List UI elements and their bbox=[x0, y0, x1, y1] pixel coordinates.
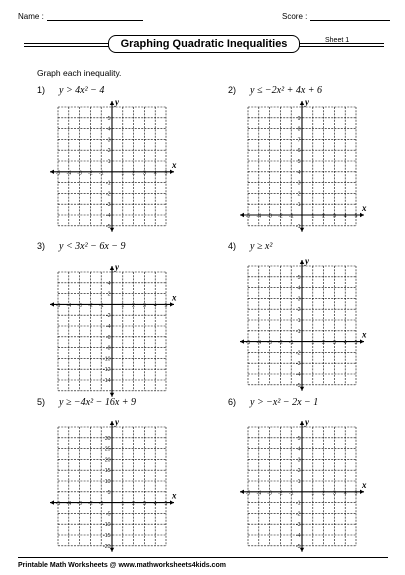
y-tick-label: 3 bbox=[297, 296, 301, 303]
x-tick-label: 2 bbox=[132, 302, 136, 309]
footer bbox=[18, 562, 226, 569]
y-tick-label: 5 bbox=[297, 159, 301, 165]
x-tick-label: 3 bbox=[332, 213, 336, 220]
footer-rule bbox=[18, 557, 388, 558]
y-tick-label: -1 bbox=[105, 180, 111, 187]
y-tick-label: -2 bbox=[105, 191, 111, 198]
problem-5 bbox=[37, 397, 136, 408]
x-tick-label: 4 bbox=[153, 170, 157, 177]
y-axis-label: y bbox=[305, 97, 309, 107]
x-arrow-right bbox=[360, 490, 364, 494]
y-tick-label: -3 bbox=[295, 361, 301, 368]
problem-number: 5) bbox=[37, 397, 46, 407]
problem-number: 6) bbox=[228, 397, 237, 407]
x-tick-label: -2 bbox=[88, 302, 93, 309]
x-axis-label: x bbox=[172, 292, 177, 303]
name-label: Name : bbox=[18, 12, 44, 21]
x-tick-label: 1 bbox=[311, 213, 315, 220]
x-tick-label: -5 bbox=[55, 302, 61, 309]
y-tick-label: 8 bbox=[297, 126, 301, 133]
y-tick-label: 1 bbox=[297, 479, 301, 485]
name-field bbox=[18, 12, 143, 21]
y-tick-label: 5 bbox=[297, 274, 301, 281]
x-arrow-right bbox=[360, 339, 364, 343]
x-tick-label: 1 bbox=[121, 170, 125, 177]
y-tick-label: -12 bbox=[103, 367, 111, 374]
y-tick-label: -1 bbox=[295, 223, 301, 230]
x-tick-label: 4 bbox=[153, 501, 157, 508]
x-tick-label: 1 bbox=[121, 302, 125, 309]
x-tick-label: 2 bbox=[322, 490, 326, 497]
y-tick-label: 3 bbox=[297, 457, 301, 464]
y-tick-label: -15 bbox=[103, 533, 111, 539]
y-tick-label: -10 bbox=[103, 522, 111, 529]
y-tick-label: -1 bbox=[295, 500, 301, 507]
x-tick-label: 4 bbox=[343, 213, 347, 220]
y-tick-label: 3 bbox=[107, 137, 111, 144]
problem-inequality: y < 3x² − 6x − 9 bbox=[59, 241, 126, 252]
footer-left: Printable Math Worksheets @ bbox=[18, 562, 117, 569]
y-tick-label: 4 bbox=[107, 280, 111, 287]
x-tick-label: 4 bbox=[343, 490, 347, 497]
y-tick-label: -4 bbox=[295, 533, 301, 539]
x-tick-label: -1 bbox=[288, 490, 294, 497]
y-tick-label: 25 bbox=[104, 446, 111, 453]
y-tick-label: -6 bbox=[105, 334, 111, 341]
y-tick-label: -3 bbox=[105, 202, 111, 209]
x-tick-label: -5 bbox=[55, 170, 61, 177]
y-tick-label: 2 bbox=[297, 468, 301, 475]
x-tick-label: -3 bbox=[77, 302, 82, 309]
x-axis-label: x bbox=[362, 479, 367, 490]
y-arrow-up bbox=[110, 266, 114, 270]
problem-1 bbox=[37, 85, 104, 96]
x-tick-label: -4 bbox=[256, 213, 262, 220]
x-tick-label: -2 bbox=[88, 170, 93, 177]
x-tick-label: 4 bbox=[153, 302, 157, 309]
y-tick-label: -8 bbox=[105, 345, 111, 352]
problem-2 bbox=[228, 85, 322, 96]
x-tick-label: 2 bbox=[132, 501, 136, 508]
y-tick-label: -5 bbox=[105, 223, 111, 230]
problem-inequality: y ≥ x² bbox=[250, 241, 273, 252]
y-tick-label: 10 bbox=[104, 479, 111, 485]
score-label: Score : bbox=[282, 12, 308, 21]
y-tick-label: 2 bbox=[297, 191, 301, 198]
y-tick-label: 5 bbox=[107, 115, 111, 122]
y-arrow-up bbox=[110, 101, 114, 105]
x-arrow-left bbox=[50, 500, 54, 504]
y-tick-label: 5 bbox=[107, 489, 111, 496]
x-tick-label: 5 bbox=[164, 170, 168, 177]
x-axis-label: x bbox=[362, 329, 367, 340]
x-tick-label: -2 bbox=[88, 501, 93, 508]
x-tick-label: -1 bbox=[98, 501, 104, 508]
x-tick-label: 3 bbox=[142, 302, 146, 309]
y-tick-label: 4 bbox=[297, 169, 301, 176]
x-tick-label: -2 bbox=[278, 213, 283, 220]
y-arrow-up bbox=[300, 421, 304, 425]
x-tick-label: -5 bbox=[245, 213, 251, 220]
problem-number: 2) bbox=[228, 85, 237, 95]
x-tick-label: 4 bbox=[343, 340, 347, 347]
problem-inequality: y > −x² − 2x − 1 bbox=[250, 397, 319, 408]
x-arrow-left bbox=[240, 490, 244, 494]
x-tick-label: -4 bbox=[66, 501, 72, 508]
score-input-line[interactable] bbox=[310, 12, 390, 21]
y-tick-label: 1 bbox=[107, 159, 111, 165]
y-tick-label: 20 bbox=[104, 457, 111, 464]
x-arrow-left bbox=[240, 213, 244, 217]
y-tick-label: 4 bbox=[297, 285, 301, 292]
y-axis-label: y bbox=[115, 417, 119, 427]
x-tick-label: -5 bbox=[245, 340, 251, 347]
footer-url[interactable]: www.mathworksheets4kids.com bbox=[118, 562, 226, 569]
x-tick-label: -1 bbox=[98, 302, 104, 309]
x-tick-label: 1 bbox=[311, 340, 315, 347]
x-arrow-right bbox=[170, 170, 174, 174]
x-tick-label: 5 bbox=[164, 501, 168, 508]
x-tick-label: 5 bbox=[354, 490, 358, 497]
x-tick-label: 2 bbox=[132, 170, 136, 177]
coordinate-grid-5[interactable] bbox=[46, 417, 184, 556]
y-tick-label: -3 bbox=[295, 522, 301, 529]
problem-number: 3) bbox=[37, 241, 46, 251]
y-tick-label: -2 bbox=[105, 313, 111, 320]
worksheet-title-text: Graphing Quadratic Inequalities bbox=[120, 38, 288, 50]
y-axis-label: y bbox=[115, 262, 119, 272]
y-tick-label: -5 bbox=[295, 382, 301, 389]
x-tick-label: -5 bbox=[245, 490, 251, 497]
x-arrow-left bbox=[240, 339, 244, 343]
y-tick-label: -2 bbox=[295, 511, 301, 518]
x-tick-label: -3 bbox=[267, 490, 272, 497]
x-arrow-left bbox=[50, 302, 54, 306]
coordinate-grid-2[interactable] bbox=[236, 97, 374, 236]
y-tick-label: -2 bbox=[295, 350, 301, 357]
x-axis-label: x bbox=[172, 159, 177, 170]
y-tick-label: -4 bbox=[295, 372, 301, 378]
x-tick-label: -4 bbox=[256, 340, 262, 347]
y-tick-label: 9 bbox=[297, 115, 301, 122]
problem-inequality: y ≤ −2x² + 4x + 6 bbox=[250, 85, 323, 96]
x-tick-label: -3 bbox=[267, 213, 272, 220]
y-axis-label: y bbox=[305, 417, 309, 427]
y-tick-label: 2 bbox=[297, 307, 301, 314]
x-tick-label: 1 bbox=[121, 501, 125, 508]
x-tick-label: 5 bbox=[354, 213, 358, 220]
x-tick-label: -3 bbox=[77, 170, 82, 177]
x-tick-label: -5 bbox=[55, 501, 61, 508]
x-tick-label: 3 bbox=[142, 170, 146, 177]
x-tick-label: -4 bbox=[66, 302, 72, 309]
y-tick-label: 6 bbox=[297, 148, 301, 155]
coordinate-grid-6[interactable] bbox=[236, 417, 374, 556]
x-tick-label: -1 bbox=[288, 213, 294, 220]
x-tick-label: -3 bbox=[267, 340, 272, 347]
x-tick-label: 3 bbox=[332, 340, 336, 347]
problem-3 bbox=[37, 241, 126, 252]
x-tick-label: 2 bbox=[322, 213, 326, 220]
y-axis-label: y bbox=[115, 97, 119, 107]
y-arrow-up bbox=[300, 101, 304, 105]
y-tick-label: -10 bbox=[103, 356, 111, 363]
x-arrow-left bbox=[50, 170, 54, 174]
y-tick-label: 15 bbox=[104, 468, 111, 475]
coordinate-grid-4[interactable] bbox=[236, 256, 374, 395]
name-input-line[interactable] bbox=[47, 12, 143, 21]
instructions: Graph each inequality. bbox=[37, 68, 122, 78]
y-tick-label: 2 bbox=[107, 291, 111, 298]
x-arrow-right bbox=[170, 500, 174, 504]
x-tick-label: -2 bbox=[278, 490, 283, 497]
x-tick-label: 3 bbox=[332, 490, 336, 497]
problem-6 bbox=[228, 397, 318, 408]
x-arrow-right bbox=[170, 302, 174, 306]
y-tick-label: 2 bbox=[107, 148, 111, 155]
y-tick-label: 30 bbox=[104, 435, 111, 442]
y-tick-label: -5 bbox=[295, 543, 301, 550]
x-axis-label: x bbox=[362, 203, 367, 213]
x-axis-label: x bbox=[172, 490, 177, 501]
x-tick-label: -2 bbox=[278, 340, 283, 347]
y-tick-label: 4 bbox=[297, 446, 301, 453]
problem-number: 4) bbox=[228, 241, 237, 251]
y-tick-label: 3 bbox=[297, 180, 301, 187]
score-field bbox=[282, 12, 390, 21]
y-tick-label: 1 bbox=[297, 318, 301, 324]
y-tick-label: 7 bbox=[297, 137, 301, 144]
y-axis-label: y bbox=[305, 256, 309, 266]
x-tick-label: 5 bbox=[164, 302, 168, 309]
problem-4 bbox=[228, 241, 272, 252]
x-tick-label: 1 bbox=[311, 490, 315, 497]
x-tick-label: -1 bbox=[288, 340, 294, 347]
x-tick-label: 5 bbox=[354, 340, 358, 347]
problem-inequality: y > 4x² − 4 bbox=[59, 85, 105, 96]
y-tick-label: -14 bbox=[103, 378, 111, 384]
x-tick-label: -4 bbox=[256, 490, 262, 497]
problem-number: 1) bbox=[37, 85, 46, 95]
x-tick-label: 2 bbox=[322, 340, 326, 347]
coordinate-grid-1[interactable] bbox=[46, 97, 184, 236]
y-tick-label: -4 bbox=[105, 213, 111, 219]
problem-inequality: y ≥ −4x² − 16x + 9 bbox=[59, 397, 137, 408]
y-tick-label: 5 bbox=[297, 435, 301, 442]
y-tick-label: -4 bbox=[105, 324, 111, 330]
worksheet-title bbox=[108, 35, 300, 53]
y-tick-label: 4 bbox=[107, 126, 111, 133]
coordinate-grid-3[interactable] bbox=[46, 262, 184, 401]
y-tick-label: -1 bbox=[295, 328, 301, 335]
x-tick-label: -1 bbox=[98, 170, 104, 177]
x-tick-label: -3 bbox=[77, 501, 82, 508]
y-arrow-up bbox=[110, 421, 114, 425]
y-tick-label: -5 bbox=[105, 511, 111, 518]
y-tick-label: 1 bbox=[297, 202, 301, 209]
x-tick-label: 3 bbox=[142, 501, 146, 508]
y-arrow-up bbox=[300, 260, 304, 264]
y-tick-label: -20 bbox=[103, 543, 111, 550]
x-tick-label: -4 bbox=[66, 170, 72, 177]
sheet-number: Sheet 1 bbox=[325, 37, 350, 44]
x-arrow-right bbox=[360, 213, 364, 217]
